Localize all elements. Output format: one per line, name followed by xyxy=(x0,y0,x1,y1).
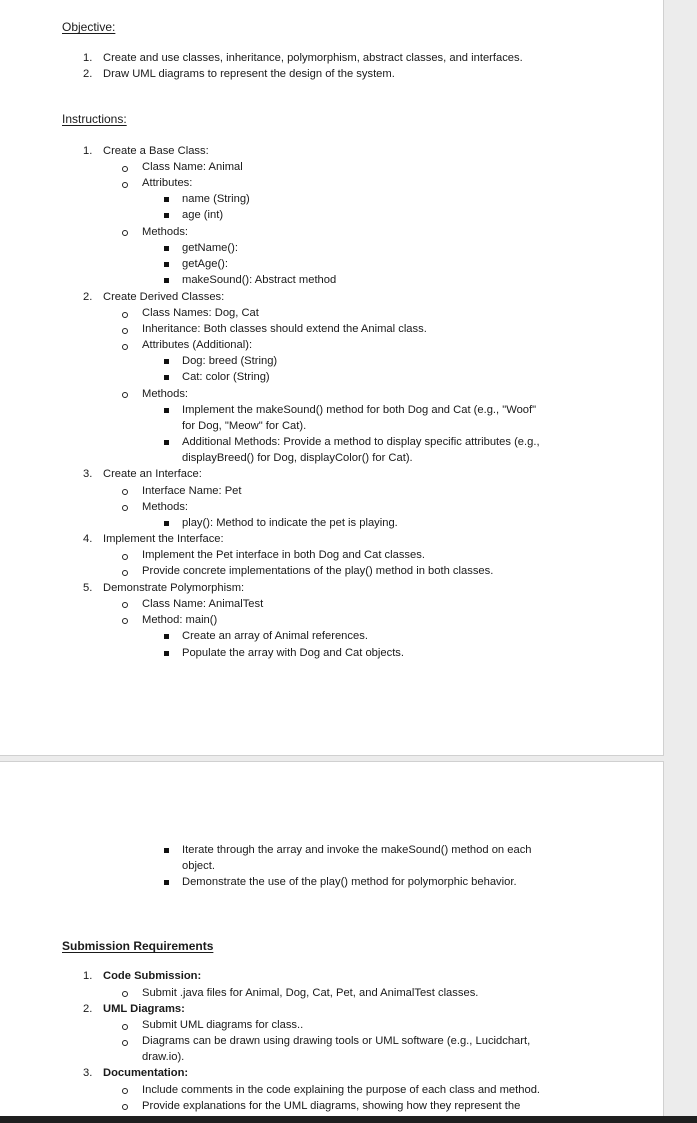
s5-method-step-3-line-1: Iterate through the array and invoke the makeSound() method on each xyxy=(182,844,532,856)
submission-heading: Submission Requirements xyxy=(62,939,214,953)
r1-bullet-1: Submit .java files for Animal, Dog, Cat, Pet, and AnimalTest classes. xyxy=(142,987,479,999)
r1-title: Code Submission: xyxy=(103,970,202,982)
s1-method-2: getAge(): xyxy=(182,258,229,270)
s3-methods-label: Methods: xyxy=(142,501,189,513)
s1-methods-label: Methods: xyxy=(142,226,189,238)
circle-bullet-icon xyxy=(122,1104,128,1110)
objective-num-2: 2. xyxy=(83,68,93,80)
circle-bullet-icon xyxy=(122,230,128,236)
s1-attributes-label: Attributes: xyxy=(142,177,193,189)
circle-bullet-icon xyxy=(122,602,128,608)
circle-bullet-icon xyxy=(122,182,128,188)
objective-num-1: 1. xyxy=(83,52,93,64)
s4-bullet-1: Implement the Pet interface in both Dog and Cat classes. xyxy=(142,549,425,561)
circle-bullet-icon xyxy=(122,328,128,334)
s2-num: 2. xyxy=(83,291,93,303)
s4-title: Implement the Interface: xyxy=(103,533,224,545)
circle-bullet-icon xyxy=(122,991,128,997)
square-bullet-icon xyxy=(164,375,169,380)
s1-num: 1. xyxy=(83,145,93,157)
s2-method-1-line-1: Implement the makeSound() method for both Dog and Cat (e.g., "Woof" xyxy=(182,404,537,416)
s1-attr-age: age (int) xyxy=(182,209,224,221)
square-bullet-icon xyxy=(164,359,169,364)
objective-heading: Objective: xyxy=(62,20,116,34)
square-bullet-icon xyxy=(164,848,169,853)
s2-cat-attr: Cat: color (String) xyxy=(182,371,270,383)
s1-class-name: Class Name: Animal xyxy=(142,161,243,173)
circle-bullet-icon xyxy=(122,1024,128,1030)
s1-method-3: makeSound(): Abstract method xyxy=(182,274,337,286)
circle-bullet-icon xyxy=(122,618,128,624)
objective-item-2: Draw UML diagrams to represent the design of the system. xyxy=(103,68,395,80)
circle-bullet-icon xyxy=(122,570,128,576)
circle-bullet-icon xyxy=(122,489,128,495)
s5-title: Demonstrate Polymorphism: xyxy=(103,582,245,594)
square-bullet-icon xyxy=(164,262,169,267)
s1-attr-name: name (String) xyxy=(182,193,250,205)
s2-method-2-line-1: Additional Methods: Provide a method to display specific attributes (e.g., xyxy=(182,436,540,448)
s2-dog-attr: Dog: breed (String) xyxy=(182,355,278,367)
square-bullet-icon xyxy=(164,408,169,413)
r3-num: 3. xyxy=(83,1067,93,1079)
s3-iface-name: Interface Name: Pet xyxy=(142,485,242,497)
s5-method-step-2: Populate the array with Dog and Cat objects. xyxy=(182,647,405,659)
s5-class-name: Class Name: AnimalTest xyxy=(142,598,264,610)
square-bullet-icon xyxy=(164,440,169,445)
r3-bullet-1: Include comments in the code explaining the purpose of each class and method. xyxy=(142,1084,541,1096)
r2-bullet-1: Submit UML diagrams for class.. xyxy=(142,1019,304,1031)
circle-bullet-icon xyxy=(122,344,128,350)
r3-title: Documentation: xyxy=(103,1067,189,1079)
s5-num: 5. xyxy=(83,582,93,594)
circle-bullet-icon xyxy=(122,312,128,318)
circle-bullet-icon xyxy=(122,505,128,511)
square-bullet-icon xyxy=(164,213,169,218)
r3-bullet-2: Provide explanations for the UML diagrams, showing how they represent the xyxy=(142,1100,521,1112)
objective-item-1: Create and use classes, inheritance, polymorphism, abstract classes, and interfaces. xyxy=(103,52,523,64)
s2-title: Create Derived Classes: xyxy=(103,291,225,303)
square-bullet-icon xyxy=(164,278,169,283)
s1-title: Create a Base Class: xyxy=(103,145,209,157)
s2-methods-label: Methods: xyxy=(142,388,189,400)
square-bullet-icon xyxy=(164,634,169,639)
circle-bullet-icon xyxy=(122,554,128,560)
circle-bullet-icon xyxy=(122,392,128,398)
r2-title: UML Diagrams: xyxy=(103,1003,185,1015)
s5-method-step-3-line-2: object. xyxy=(182,860,215,872)
r2-bullet-2-line-2: draw.io). xyxy=(142,1051,185,1063)
s5-method: Method: main() xyxy=(142,614,218,626)
r1-num: 1. xyxy=(83,970,93,982)
s3-title: Create an Interface: xyxy=(103,468,202,480)
bottom-toolbar-strip xyxy=(0,1116,697,1123)
square-bullet-icon xyxy=(164,197,169,202)
square-bullet-icon xyxy=(164,521,169,526)
circle-bullet-icon xyxy=(122,166,128,172)
s2-class-names: Class Names: Dog, Cat xyxy=(142,307,259,319)
r2-bullet-2-line-1: Diagrams can be drawn using drawing tools or UML software (e.g., Lucidchart, xyxy=(142,1035,531,1047)
s4-num: 4. xyxy=(83,533,93,545)
s5-method-step-4: Demonstrate the use of the play() method for polymorphic behavior. xyxy=(182,876,517,888)
square-bullet-icon xyxy=(164,651,169,656)
s2-attributes-label: Attributes (Additional): xyxy=(142,339,253,351)
r2-num: 2. xyxy=(83,1003,93,1015)
instructions-heading: Instructions: xyxy=(62,112,127,126)
square-bullet-icon xyxy=(164,880,169,885)
s2-method-2-line-2: displayBreed() for Dog, displayColor() for Cat). xyxy=(182,452,413,464)
circle-bullet-icon xyxy=(122,1040,128,1046)
circle-bullet-icon xyxy=(122,1088,128,1094)
s3-method-1: play(): Method to indicate the pet is playing. xyxy=(182,517,398,529)
s3-num: 3. xyxy=(83,468,93,480)
s2-inheritance: Inheritance: Both classes should extend the Animal class. xyxy=(142,323,427,335)
document-page-2 xyxy=(0,761,664,1117)
s4-bullet-2: Provide concrete implementations of the play() method in both classes. xyxy=(142,565,494,577)
square-bullet-icon xyxy=(164,246,169,251)
s5-method-step-1: Create an array of Animal references. xyxy=(182,630,368,642)
s2-method-1-line-2: for Dog, "Meow" for Cat). xyxy=(182,420,307,432)
s1-method-1: getName(): xyxy=(182,242,238,254)
